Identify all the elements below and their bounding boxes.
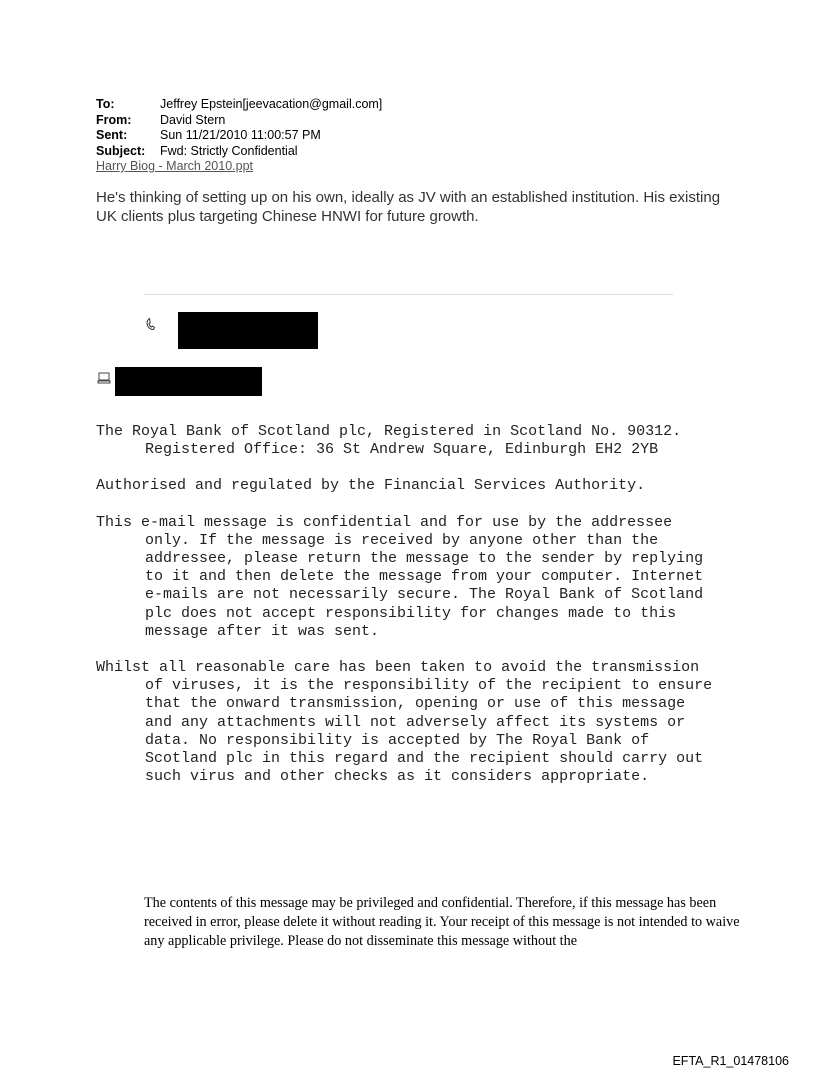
from-row [96, 113, 382, 129]
document-id: EFTA_R1_01478106 [672, 1054, 789, 1068]
phone-icon [145, 317, 159, 331]
disclaimer-block [96, 423, 716, 804]
subject-value: Fwd: Strictly Confidential [160, 143, 298, 158]
privilege-text: The contents of this message may be privileged and confidential. Therefore, if this message has been received in error, please delete it without reading it. Your receipt of this message is not intended to waive any applicable privilege. Please do not disseminate this message without the [144, 895, 740, 949]
viruses-text: Whilst all reasonable care has been taken to avoid the transmission of viruses, it is the responsibility of the recipient to ensure that the onward transmission, opening or use of this message and any attachments will not adversely affect its systems or data. No responsibility is accepted by The Royal Bank of Scotland plc in this regard and the recipient should carry out such virus and other checks as it considers appropriate. [96, 659, 713, 786]
message-body: He's thinking of setting up on his own, ideally as JV with an established institution. His existing UK clients plus targeting Chinese HNWI for future growth. [96, 189, 721, 225]
email-header [96, 97, 382, 175]
registration-text: The Royal Bank of Scotland plc, Registered in Scotland No. 90312. Registered Office: 36 St Andrew Square, Edinburgh EH2 2YB [96, 423, 682, 459]
signature-divider [144, 294, 673, 295]
from-label: From: [96, 112, 132, 127]
to-value: Jeffrey Epstein[jeevacation@gmail.com] [160, 97, 383, 111]
sent-value: Sun 11/21/2010 11:00:57 PM [160, 128, 321, 142]
to-row [96, 97, 382, 113]
subject-label: Subject: [96, 143, 146, 158]
regulation-text: Authorised and regulated by the Financial Services Authority. [96, 477, 646, 495]
redacted-phone [178, 312, 318, 349]
subject-row [96, 144, 382, 160]
attachment-row [96, 159, 382, 175]
from-value: David Stern [160, 112, 226, 127]
to-label: To: [96, 97, 115, 111]
attachment-link[interactable]: Harry Biog - March 2010.ppt [96, 159, 254, 173]
computer-icon [97, 371, 111, 385]
sent-row [96, 128, 382, 144]
sent-label: Sent: [96, 128, 128, 142]
confidentiality-text: This e-mail message is confidential and for use by the addressee only. If the message is received by anyone other than the addressee, please return the message to the sender by replying to it and then delete the message from your computer. Internet e-mails are not necessarily secure. The Royal Bank of Scotland plc does not accept responsibility for changes made to this message after it was sent. [96, 513, 704, 640]
redacted-contact [115, 367, 262, 396]
